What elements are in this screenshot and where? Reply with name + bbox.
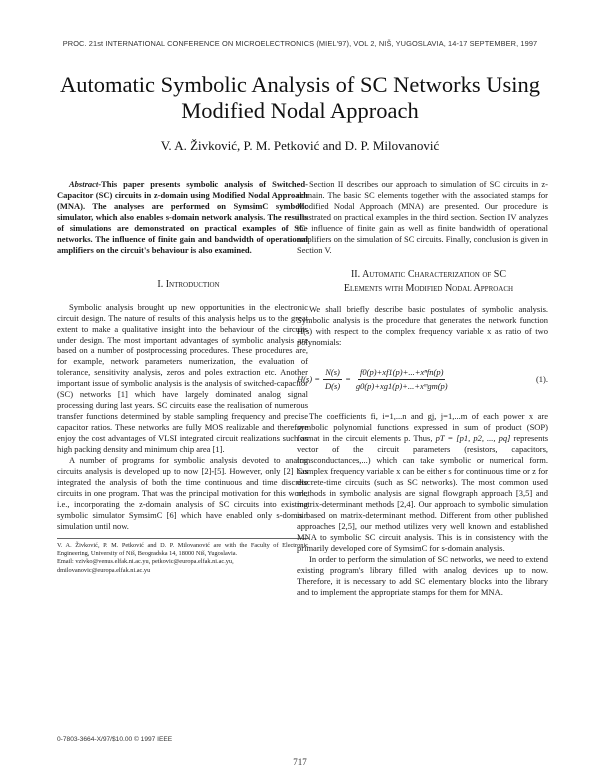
right-column (297, 179, 548, 598)
eq-lhs: H(s) = (297, 374, 320, 384)
footnote-email-2: dmilovanovic@europa.elfak.ni.ac.yu (57, 566, 151, 574)
eq-fraction-1-denominator: D(s) (324, 380, 341, 391)
equation-1 (297, 349, 548, 409)
abstract (57, 179, 308, 256)
abstract-lead: Abstract (69, 179, 99, 189)
section-title-line-2: Elements with Modified Nodal Approach (343, 282, 514, 294)
eq-equals: = (345, 374, 351, 384)
abstract-text: -This paper presents symbolic analysis of Switched-Capacitor (SC) circuits in z-domain using Modified Nodal Approach (MNA). The analyses are performed on SymsimC symbolic simulator, which also enables s-domain network analysis. The results of simulations are demonstrated on practical examples of SC-networks. The influence of finite gain and bandwidth of operational amplifiers on the circuit's behaviour is also examined. (57, 179, 308, 255)
paper-title: Automatic Symbolic Analysis of SC Networks Using Modified Nodal Approach (60, 72, 540, 123)
footnote-affiliation: V. A. Živković, P. M. Petković and D. P. Milovanović are with the Faculty of Electronic Engineering, University of Niš, Beogradska 14, 18000 Niš, Yugoslavia. (57, 541, 308, 557)
eq-number: (1). (535, 374, 548, 384)
sec2-paragraph-2 (297, 411, 548, 553)
sec2-paragraph-2-text: The coefficients fi, i=1,...n and gj, j=1,...m of each power x are symbolic polynomial functions expressed in sum of product (SOP) format in the circuit elements p. Thus, (297, 411, 548, 444)
left-column (57, 179, 308, 575)
outline-paragraph: Section II describes our approach to simulation of SC circuits in z-domain. The basic SC elements together with the associated stamps for Modified Nodal Approach (MNA) are presented. Our procedure is illustrated on practical examples in the third section. Section IV analyzes the influence of finite gain as well as finite bandwidth of operational amplifiers on the simulation of SC circuits. Finally, conclusion is given in Section V. (297, 179, 548, 255)
eq-fraction-1-numerator: N(s) (323, 367, 342, 380)
sec2-paragraph-1: We shall briefly describe basic postulates of symbolic analysis. Symbolic analysis is the procedure that generates the network function H(s) with respect to the complex frequency variable x as ratio of two polynomials: (297, 303, 548, 347)
copyright-notice: 0-7803-3664-X/97/$10.00 © 1997 IEEE (57, 736, 173, 743)
eq-fraction-2-numerator: f0(p)+xf1(p)+...+xⁿfn(p) (358, 367, 445, 380)
section-title-characterization (297, 268, 548, 296)
section-title-introduction: I. Introduction (157, 278, 220, 290)
eq-fraction-2-denominator: g0(p)+xg1(p)+...+xᵐgm(p) (355, 380, 448, 391)
author-list: V. A. Živković, P. M. Petković and D. P. Milovanović (160, 138, 440, 153)
parameter-vector: pT = [p1, p2, ..., pq] (435, 433, 511, 444)
page-number: 717 (293, 757, 307, 767)
author-footnote (57, 538, 308, 575)
section-title-line-1: II. Automatic Characterization of SC (350, 268, 507, 280)
conference-header: PROC. 21st INTERNATIONAL CONFERENCE ON MICROELECTRONICS (MIEL'97), VOL 2, NIŠ, YUGOSLAVIA, 14-17 SEPTEMBER, 1997 (62, 39, 538, 48)
eq-fraction-1 (323, 367, 342, 392)
intro-paragraph-2: A number of programs for symbolic analysis devoted to analog circuits analysis is developed up to now [2]-[5]. However, only [2] has integrated the analysis of both the time continuous and time discrete circuits in one program. That was the principal motivation for this work, i.e., incorporating the z-domain analysis of SC circuits into existing symbolic simulator SymsimC [6] which have enabled only s-domain simulation until now. (57, 455, 308, 531)
intro-paragraph-1: Symbolic analysis brought up new opportunities in the electronic circuit design. The nature of results of this analysis helps us to the great extent to make a qualitative insight into the behaviour of the circuits under design. The most important advantages of symbolic analysis are based on a number of postprocessing procedures. These procedures are, for example, network parameters numerization, the evaluation of tolerance, sensitivity analysis, zeros and poles extraction etc. Another important issue of symbolic analysis is the analysis of switched-capacitor (SC) networks [1] which have largely dominated analog signal processing during last years. SC circuits ease the realisation of numerous transfer functions determined by stable sampling frequency and precise capacitor ratios. These networks are fully MOS realizable and therefore enjoy the cost advantages of VLSI integrated circuit realizations such as high packing density and minimum chip area [1]. (57, 301, 308, 455)
footnote-email-1: Email: vzivko@venus.elfak.ni.ac.yu, petkovic@europa.elfak.ni.ac.yu, (57, 558, 234, 566)
eq-fraction-2 (354, 367, 450, 392)
sec2-paragraph-2-continued: represents vector of the circuit parameters (resistors, capacitors, transconductances,...) which can take symbolic or numerical form. Complex frequency variable x can be either s for continuous time or z for discrete-time circuits (such as SC networks). The most common used methods in symbolic analysis are signal flowgraph approach [3,5] and matrix-determinant methods [2,4]. Our approach to symbolic simulation is based on matrix-determinant method. Different from other published approaches [2,5], our method utilizes very well known and established MNA to symbolic SC circuit analysis. This is in consistency with the primarily developed core of SymsimC for s-domain analysis. (297, 433, 549, 553)
sec2-paragraph-3: In order to perform the simulation of SC networks, we need to extend existing program's library filled with analog devices up to now. Therefore, it is necessary to add SC elementary blocks into the library and to implement the appropriate stamps for them for MNA. (297, 553, 548, 597)
